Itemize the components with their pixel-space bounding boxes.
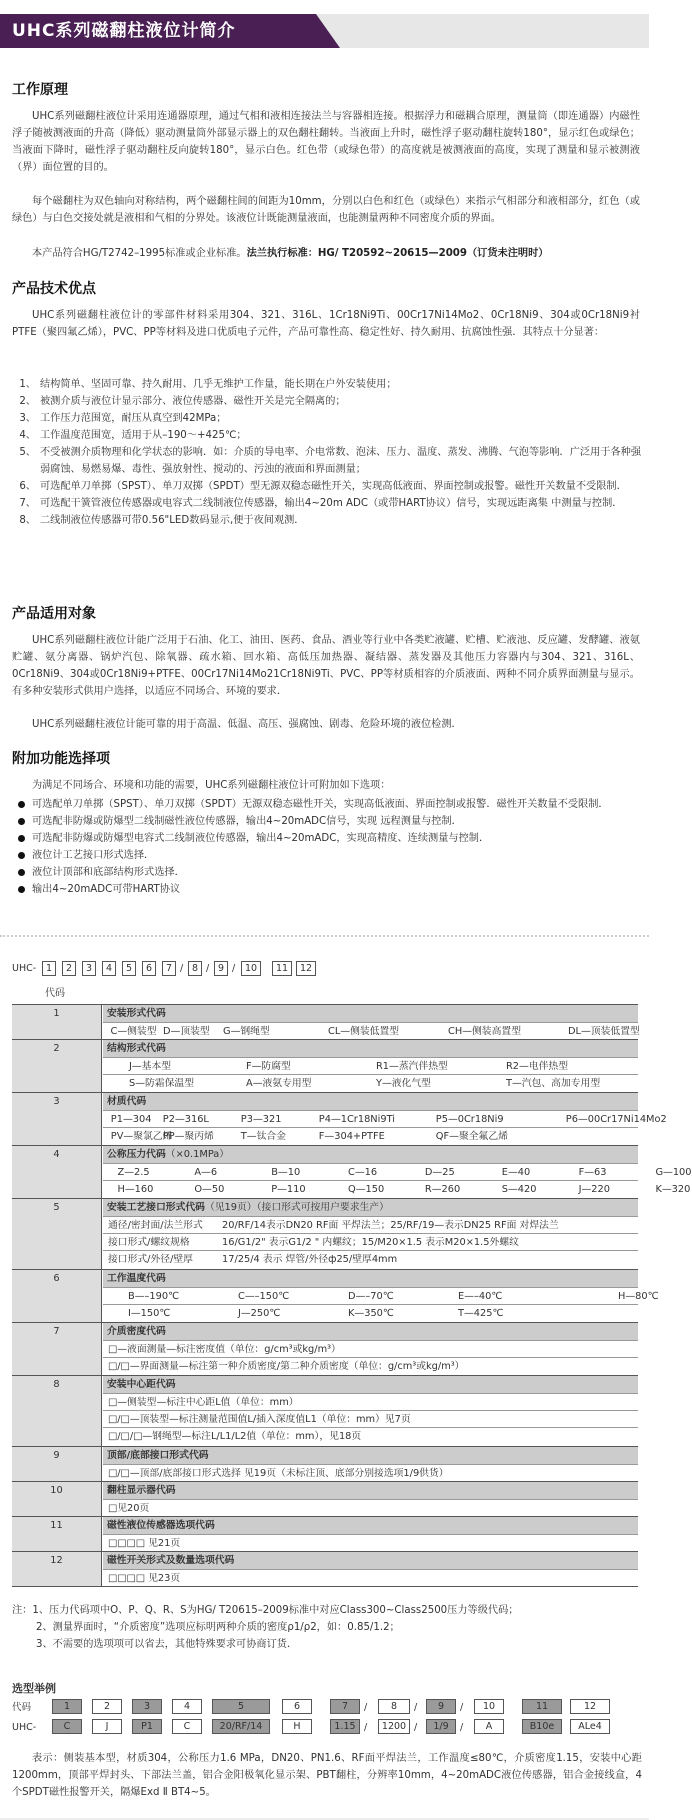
spec-row-heading	[103, 1199, 638, 1216]
spec-cell: P2—316L	[162, 1114, 209, 1125]
advantage-number: 4、	[19, 430, 36, 441]
example-value-box: P1	[132, 1719, 162, 1734]
code-box: 11	[272, 961, 292, 976]
code-box: 12	[296, 961, 316, 976]
spec-line	[103, 1110, 667, 1127]
spec-row	[12, 1375, 638, 1446]
spec-cell: D—顶装型	[163, 1026, 210, 1037]
spec-cell: C—16	[348, 1167, 378, 1178]
spec-cell: P6—00Cr17Ni14Mo2	[565, 1114, 667, 1125]
spec-cell: R1—蒸汽伴热型	[376, 1061, 448, 1072]
example-value-box: 20/RF/14	[212, 1719, 270, 1734]
spec-cell: 16/G1/2" 表示G1/2 " 内螺纹；15/M20×1.5 表示M20×1.5外螺纹	[222, 1237, 519, 1248]
spec-cell: F—304+PTFE	[318, 1131, 385, 1142]
spec-cell: P3—321	[240, 1114, 282, 1125]
spec-cell: □□□□ 见23页	[108, 1573, 181, 1584]
spec-heading-text: 安装工艺接口形式代码	[107, 1202, 205, 1213]
code-box: 6	[142, 961, 156, 976]
spec-cell: □—液面测量—标注密度值（单位：g/cm³或kg/m³）	[108, 1344, 341, 1355]
spec-row-heading	[103, 1447, 638, 1464]
spec-heading-text: 介质密度代码	[107, 1326, 166, 1337]
spec-cell: F—防腐型	[246, 1061, 291, 1072]
spec-row-number: 11	[12, 1517, 102, 1552]
spec-line	[103, 1074, 638, 1091]
spec-heading-text: 磁性开关形式及数量选项代码	[107, 1555, 235, 1566]
spec-line	[103, 1569, 638, 1586]
title-banner	[0, 14, 649, 48]
spec-line	[103, 1427, 638, 1444]
spec-cell: P—110	[271, 1184, 306, 1195]
option-item: 液位计顶部和底部结构形式选择．	[14, 864, 642, 881]
model-code-bar	[12, 960, 642, 978]
spec-row-number: 4	[12, 1146, 102, 1199]
example-code-row	[12, 1697, 642, 1717]
spec-cell: F—63	[578, 1167, 607, 1178]
spec-cell: □□□□ 见21页	[108, 1538, 181, 1549]
spec-cell: J—220	[578, 1184, 610, 1195]
applications-paragraph-2: UHC系列磁翻柱液位计能可靠的用于高温、低温、高压、强腐蚀、剧毒、危险环境的液位检测．	[32, 719, 462, 730]
spec-heading-text: 安装中心距代码	[107, 1379, 176, 1390]
example-title: 选型举例	[12, 1682, 56, 1695]
advantage-number: 8、	[19, 515, 36, 526]
principle-paragraph-1: UHC系列磁翻柱液位计采用连通器原理，通过气相和液相连接法兰与容器相连接。根据浮力和磁耦合原理，测量筒（即连通器）内磁性浮子随被测液面的升高（降低）驱动测量筒外部显示器上的双色翻柱翻转。当液面上升时，磁性浮子驱动翻柱旋转180°，显示红色或绿色；当液面下降时，磁性浮子驱动翻柱反向旋转180°，显示白色。红色带（或绿色带）的高度就是被测液面的高度，实现了测量和显示被测液（界）面位置的目的。	[12, 111, 640, 173]
spec-cell: P5—0Cr18Ni9	[435, 1114, 504, 1125]
spec-cell: B—–190℃	[128, 1291, 180, 1302]
spec-line	[103, 1180, 691, 1197]
example-value-box: 1200	[378, 1719, 410, 1734]
spec-cell: R—260	[424, 1184, 461, 1195]
example-slash: /	[414, 1722, 418, 1733]
spec-cell: PP—聚丙烯	[162, 1131, 214, 1142]
spec-row-content	[103, 1447, 638, 1481]
spec-row-heading	[103, 1376, 638, 1393]
spec-row	[12, 1039, 638, 1092]
spec-row-number: 10	[12, 1482, 102, 1517]
spec-row	[12, 1198, 638, 1269]
advantage-item	[12, 495, 642, 512]
spec-row-heading	[103, 1270, 638, 1287]
spec-cell: O—50	[194, 1184, 225, 1195]
spec-line	[103, 1499, 638, 1516]
spec-row	[12, 1322, 638, 1375]
example-slash: /	[414, 1702, 418, 1713]
spec-cell: D—25	[424, 1167, 455, 1178]
spec-cell: J—基本型	[129, 1061, 172, 1072]
selection-example	[12, 1680, 642, 1737]
code-box: 3	[82, 961, 96, 976]
advantage-item	[12, 512, 642, 529]
option-item: 液位计工艺接口形式选择．	[14, 847, 642, 864]
advantage-item	[12, 393, 642, 410]
spec-line	[103, 1534, 638, 1551]
spec-table	[12, 1004, 692, 1586]
example-slash: /	[364, 1722, 368, 1733]
spec-cell: H—80℃	[618, 1291, 659, 1302]
advantage-item	[12, 376, 642, 393]
code-slash: /	[180, 963, 184, 974]
section-heading-options: 附加功能选择项	[12, 751, 110, 767]
spec-cell: CL—侧装低置型	[328, 1026, 400, 1037]
advantage-item	[12, 410, 642, 427]
spec-line	[103, 1057, 638, 1074]
advantage-text: 可选配单刀单掷（SPST）、单刀双掷（SPDT）型无源双稳态磁性开关，实现高低液面、界面控制或报警。磁性开关数量不受限制．	[40, 481, 627, 492]
example-code-box: 10	[474, 1699, 504, 1714]
example-code-box: 8	[378, 1699, 410, 1714]
spec-row	[12, 1551, 638, 1586]
advantage-text: 可选配干簧管液位传感器或电容式二线制液位传感器，输出4~20m ADC（或带HART协议）信号，实现远距离集 中测量与控制．	[40, 498, 623, 509]
spec-cell: J—250℃	[238, 1308, 281, 1319]
advantage-number: 5、	[19, 447, 36, 458]
spec-line	[103, 1022, 638, 1039]
spec-cell: 20/RF/14表示DN20 RF面 平焊法兰；25/RF/19—表示DN25 RF面 对焊法兰	[222, 1220, 559, 1231]
spec-heading-sub: （×0.1MPa）	[165, 1149, 230, 1160]
code-box: 7	[162, 961, 176, 976]
spec-cell: H—160	[117, 1184, 154, 1195]
example-description: 表示：侧装基本型，材质304，公称压力1.6 MPa，DN20、PN1.6、RF面平焊法兰，工作温度≤80℃，介质密度1.15，安装中心距1200mm，顶部平焊封头、下部法兰盖，铝合金阳极氧化显示架、PBT翻柱，分辨率10mm，4~20mADC液位传感器，铝合金接线盒，4个SPDT磁性报警开关，隔爆Exd Ⅱ BT4~5。	[12, 1753, 642, 1798]
example-code-label: 代码	[12, 1702, 32, 1713]
advantage-number: 6、	[19, 481, 36, 492]
note-line: 注：1、压力代码项中O、P、Q、R、S为HG/ T20615–2009标准中对应Class300~Class2500压力等级代码；	[12, 1605, 519, 1616]
advantage-number: 7、	[19, 498, 36, 509]
advantage-text: 工作压力范围宽，耐压从真空到42MPa；	[40, 413, 227, 424]
spec-row-number: 12	[12, 1552, 102, 1587]
spec-cell: 通径/密封面/法兰形式	[108, 1220, 203, 1231]
applications-paragraph-1: UHC系列磁翻柱液位计能广泛用于石油、化工、油田、医药、食品、酒业等行业中各类贮液罐、贮槽、贮液池、反应罐、发酵罐、液氨贮罐、氨分离器、锅炉汽包、除氧器、疏水箱、回水箱、高低压加热器、凝结器、蒸发器及其他压力容器内与304、321、316L、0Cr18Ni9、304或0Cr18Ni9+PTFE、00Cr17Ni14Mo21Cr18Ni9Ti、PVC、PP等材质相容的介质液面、两种不同介质界面测量与显示。有多种安装形式供用户选择，以适应不同场合、环境的要求．	[12, 635, 640, 697]
example-code-box: 1	[52, 1699, 82, 1714]
spec-row-number: 8	[12, 1376, 102, 1447]
spec-cell: P4—1Cr18Ni9Ti	[318, 1114, 395, 1125]
code-slash: /	[206, 963, 210, 974]
spec-cell: R2—电伴热型	[506, 1061, 569, 1072]
spec-heading-text: 磁性液位传感器选项代码	[107, 1520, 215, 1531]
advantages-intro: UHC系列磁翻柱液位计的零部件材料采用304、321、316L、1Cr18Ni9Ti、00Cr17Ni14Mo2、0Cr18Ni9、304或0Cr18Ni9衬PTFE（聚四氟乙烯），PVC、PP等材料及进口优质电子元件，产品可靠性高、稳定性好、持久耐用、抗腐蚀性强．其特点十分显著：	[12, 310, 640, 338]
spec-row-heading	[103, 1005, 638, 1022]
spec-line	[103, 1127, 638, 1144]
spec-row-number: 5	[12, 1199, 102, 1270]
spec-row-content	[103, 1093, 667, 1144]
spec-line	[103, 1233, 638, 1250]
example-slash: /	[460, 1722, 464, 1733]
example-slash: /	[460, 1702, 464, 1713]
principle-paragraph-2: 每个磁翻柱为双色轴向对称结构，两个磁翻柱间的间距为10mm，分别以白色和红色（或绿色）来指示气相部分和液相部分，红色（或绿色）与白色交接处就是液相和气相的分界处。该液位计既能测量液面，也能测量两种不同密度介质的界面。	[12, 196, 640, 224]
example-value-row	[12, 1717, 642, 1737]
spec-cell: T—钛合金	[240, 1131, 286, 1142]
spec-cell: S—420	[501, 1184, 537, 1195]
example-value-box: H	[282, 1719, 312, 1734]
spec-cell: E—40	[501, 1167, 531, 1178]
note-line: 3、不需要的选项项可以省去，其他特殊要求可协商订货．	[36, 1639, 298, 1650]
spec-line	[103, 1250, 638, 1267]
spec-heading-text: 顶部/底部接口形式代码	[107, 1450, 209, 1461]
option-item: 可选配单刀单掷（SPST）、单刀双掷（SPDT）无源双稳态磁性开关，实现高低液面、界面控制或报警．磁性开关数量不受限制．	[14, 796, 642, 813]
spec-row-content	[103, 1323, 638, 1374]
spec-cell: □/□/□—钢绳型—标注L/L1/L2值（单位：mm），见18页	[108, 1431, 362, 1442]
spec-heading-text: 材质代码	[107, 1096, 147, 1107]
page-title: UHC系列磁翻柱液位计简介	[12, 21, 236, 41]
section-heading-principle: 工作原理	[12, 82, 68, 98]
spec-row-content	[103, 1005, 638, 1039]
example-code-box: 7	[330, 1699, 360, 1714]
spec-cell: DL—顶装低置型	[568, 1026, 640, 1037]
spec-row-heading	[103, 1552, 638, 1569]
spec-cell: PV—聚氯乙烯	[110, 1131, 173, 1142]
spec-row	[12, 1446, 638, 1481]
advantage-text: 二线制液位传感器可带0.56"LED数码显示,便于夜间观测．	[40, 515, 305, 526]
spec-row	[12, 1269, 659, 1322]
example-value-box: C	[52, 1719, 82, 1734]
example-value-box: ALe4	[570, 1719, 610, 1734]
spec-cell: Y—液化气型	[376, 1078, 431, 1089]
advantage-text: 结构简单、坚固可靠、持久耐用、几乎无维护工作量，能长期在户外安装使用；	[40, 379, 397, 390]
example-code-box: 12	[570, 1699, 610, 1714]
spec-line	[103, 1464, 638, 1481]
spec-cell: 接口形式/外径/壁厚	[108, 1254, 193, 1265]
advantage-item	[12, 478, 642, 495]
example-value-box: 1/9	[426, 1719, 456, 1734]
spec-cell: P1—304	[110, 1114, 152, 1125]
example-slash: /	[364, 1702, 368, 1713]
example-value-box: 1.15	[330, 1719, 360, 1734]
spec-cell: Q—150	[348, 1184, 385, 1195]
example-code-box: 6	[282, 1699, 312, 1714]
code-box: 10	[241, 961, 261, 976]
spec-line	[103, 1163, 692, 1180]
advantage-number: 2、	[19, 396, 36, 407]
spec-cell: 17/25/4 表示 焊管/外径ф25/壁厚4mm	[222, 1254, 398, 1265]
example-code-box: 11	[522, 1699, 562, 1714]
spec-cell: C—侧装型	[110, 1026, 157, 1037]
spec-row-heading	[103, 1323, 638, 1340]
code-prefix: UHC-	[12, 963, 37, 974]
spec-row-content	[103, 1482, 638, 1516]
notes	[12, 1602, 642, 1653]
option-item: 可选配非防爆或防爆型电容式二线制液位传感器，输出4~20mADC，实现高精度、连续测量与控制．	[14, 830, 642, 847]
spec-cell: A—液氨专用型	[246, 1078, 312, 1089]
example-uhc-label: UHC-	[12, 1722, 37, 1733]
advantage-text: 不受被测介质物理和化学状态的影响．如：介质的导电率、介电常数、泡沫、压力、温度、蒸发、沸腾、气泡等影响．广泛用于各种强弱腐蚀、易燃易爆、毒性、强放射性、搅动的、污浊的液面和界面测量；	[40, 447, 642, 475]
example-value-box: J	[92, 1719, 122, 1734]
spec-line	[103, 1357, 638, 1374]
spec-cell: T—425℃	[458, 1308, 504, 1319]
spec-row-content	[103, 1199, 638, 1267]
spec-heading-sub: （见19页）（接口形式可按用户要求生产）	[204, 1202, 389, 1213]
advantage-number: 3、	[19, 413, 36, 424]
spec-row-content	[103, 1270, 659, 1321]
spec-cell: □/□—界面测量—标注第一种介质密度/第二种介质密度（单位：g/cm³或kg/m³）	[108, 1361, 465, 1372]
spec-row	[12, 1145, 692, 1198]
example-code-box: 5	[212, 1699, 270, 1714]
advantage-item	[12, 427, 642, 444]
spec-cell: B—10	[271, 1167, 301, 1178]
code-box: 5	[122, 961, 136, 976]
section-heading-applications: 产品适用对象	[12, 606, 96, 622]
spec-cell: QF—聚全氟乙烯	[435, 1131, 508, 1142]
spec-cell: C—–150℃	[238, 1291, 290, 1302]
spec-cell: T—汽包、高加专用型	[506, 1078, 601, 1089]
example-value-box: C	[172, 1719, 202, 1734]
spec-cell: G—钢绳型	[223, 1026, 270, 1037]
spec-line	[103, 1410, 638, 1427]
spec-heading-text: 翻柱显示器代码	[107, 1485, 176, 1496]
spec-row-heading	[103, 1093, 638, 1110]
spec-row-content	[103, 1552, 638, 1586]
spec-row-number: 7	[12, 1323, 102, 1376]
spec-heading-text: 安装形式代码	[107, 1008, 166, 1019]
spec-cell: □/□—顶装型—标注测量范围值L/插入深度值L1（单位：mm）见7页	[108, 1414, 411, 1425]
advantages-list	[12, 376, 642, 529]
spec-cell: CH—侧装高置型	[448, 1026, 521, 1037]
spec-row-number: 9	[12, 1447, 102, 1482]
spec-line	[103, 1340, 638, 1357]
example-code-box: 9	[426, 1699, 456, 1714]
example-code-box: 4	[172, 1699, 202, 1714]
advantage-number: 1、	[19, 379, 36, 390]
spec-heading-text: 工作温度代码	[107, 1273, 166, 1284]
spec-cell: E—–40℃	[458, 1291, 503, 1302]
spec-row	[12, 1092, 667, 1145]
spec-row-heading	[103, 1146, 638, 1163]
spec-cell: □/□—顶部/底部接口形式选择 见19页（未标注顶、底部分别接选项1/9供货）	[108, 1468, 449, 1479]
spec-cell: S—防霜保温型	[129, 1078, 194, 1089]
spec-row-content	[103, 1146, 692, 1197]
spec-cell: K—320	[655, 1184, 691, 1195]
spec-cell: I—150℃	[128, 1308, 171, 1319]
code-slash: /	[232, 963, 236, 974]
options-intro: 为满足不同场合、环境和功能的需要，UHC系列磁翻柱液位计可附加如下选项：	[32, 780, 391, 791]
code-label: 代码	[45, 988, 65, 999]
principle-paragraph-3: 本产品符合HG/T2742–1995标准或企业标准。法兰执行标准：HG/ T20592~20615—2009（订货未注明时）	[32, 248, 549, 259]
spec-line	[103, 1304, 638, 1321]
spec-line	[103, 1287, 659, 1304]
code-box: 1	[42, 961, 56, 976]
code-box: 9	[214, 961, 228, 976]
spec-row	[12, 1004, 638, 1039]
spec-row-number: 1	[12, 1005, 102, 1040]
advantage-text: 工作温度范围宽，适用于从–190～+425℃；	[40, 430, 247, 441]
spec-heading-text: 结构形式代码	[107, 1043, 166, 1054]
divider	[0, 935, 649, 937]
example-code-box: 3	[132, 1699, 162, 1714]
code-box: 8	[188, 961, 202, 976]
example-value-box: B10e	[522, 1719, 562, 1734]
spec-heading-text: 公称压力代码	[107, 1149, 166, 1160]
advantage-item	[12, 444, 642, 478]
spec-cell: G—100	[655, 1167, 692, 1178]
spec-cell: Z—2.5	[117, 1167, 150, 1178]
spec-row-content	[103, 1040, 638, 1091]
option-item: 输出4~20mADC可带HART协议	[14, 881, 642, 898]
spec-cell: K—350℃	[348, 1308, 394, 1319]
spec-cell: D—–70℃	[348, 1291, 394, 1302]
spec-row	[12, 1516, 638, 1551]
spec-cell: □—侧装型—标注中心距L值（单位：mm）	[108, 1397, 299, 1408]
example-value-box: A	[474, 1719, 504, 1734]
spec-row-content	[103, 1376, 638, 1444]
spec-line	[103, 1216, 638, 1233]
spec-row-content	[103, 1517, 638, 1551]
section-heading-advantages: 产品技术优点	[12, 281, 96, 297]
example-code-box: 2	[92, 1699, 122, 1714]
spec-row-heading	[103, 1482, 638, 1499]
spec-line	[103, 1393, 638, 1410]
spec-cell: 接口形式/螺纹规格	[108, 1237, 190, 1248]
spec-row-heading	[103, 1040, 638, 1057]
options-list	[14, 796, 642, 898]
spec-cell: □见20页	[108, 1503, 150, 1514]
spec-row-heading	[103, 1517, 638, 1534]
advantage-text: 被测介质与液位计显示部分、液位传感器、磁性开关是完全隔离的；	[40, 396, 346, 407]
spec-row	[12, 1481, 638, 1516]
code-box: 2	[62, 961, 76, 976]
spec-cell: A—6	[194, 1167, 218, 1178]
spec-row-number: 6	[12, 1270, 102, 1323]
code-box: 4	[102, 961, 116, 976]
note-line: 2、测量界面时，“介质密度”选项应标明两种介质的密度ρ1/ρ2，如：0.85/1.2；	[36, 1622, 400, 1633]
option-item: 可选配非防爆或防爆型二线制磁性液位传感器，输出4~20mADC信号，实现 远程测量与控制．	[14, 813, 642, 830]
spec-row-number: 2	[12, 1040, 102, 1093]
spec-row-number: 3	[12, 1093, 102, 1146]
